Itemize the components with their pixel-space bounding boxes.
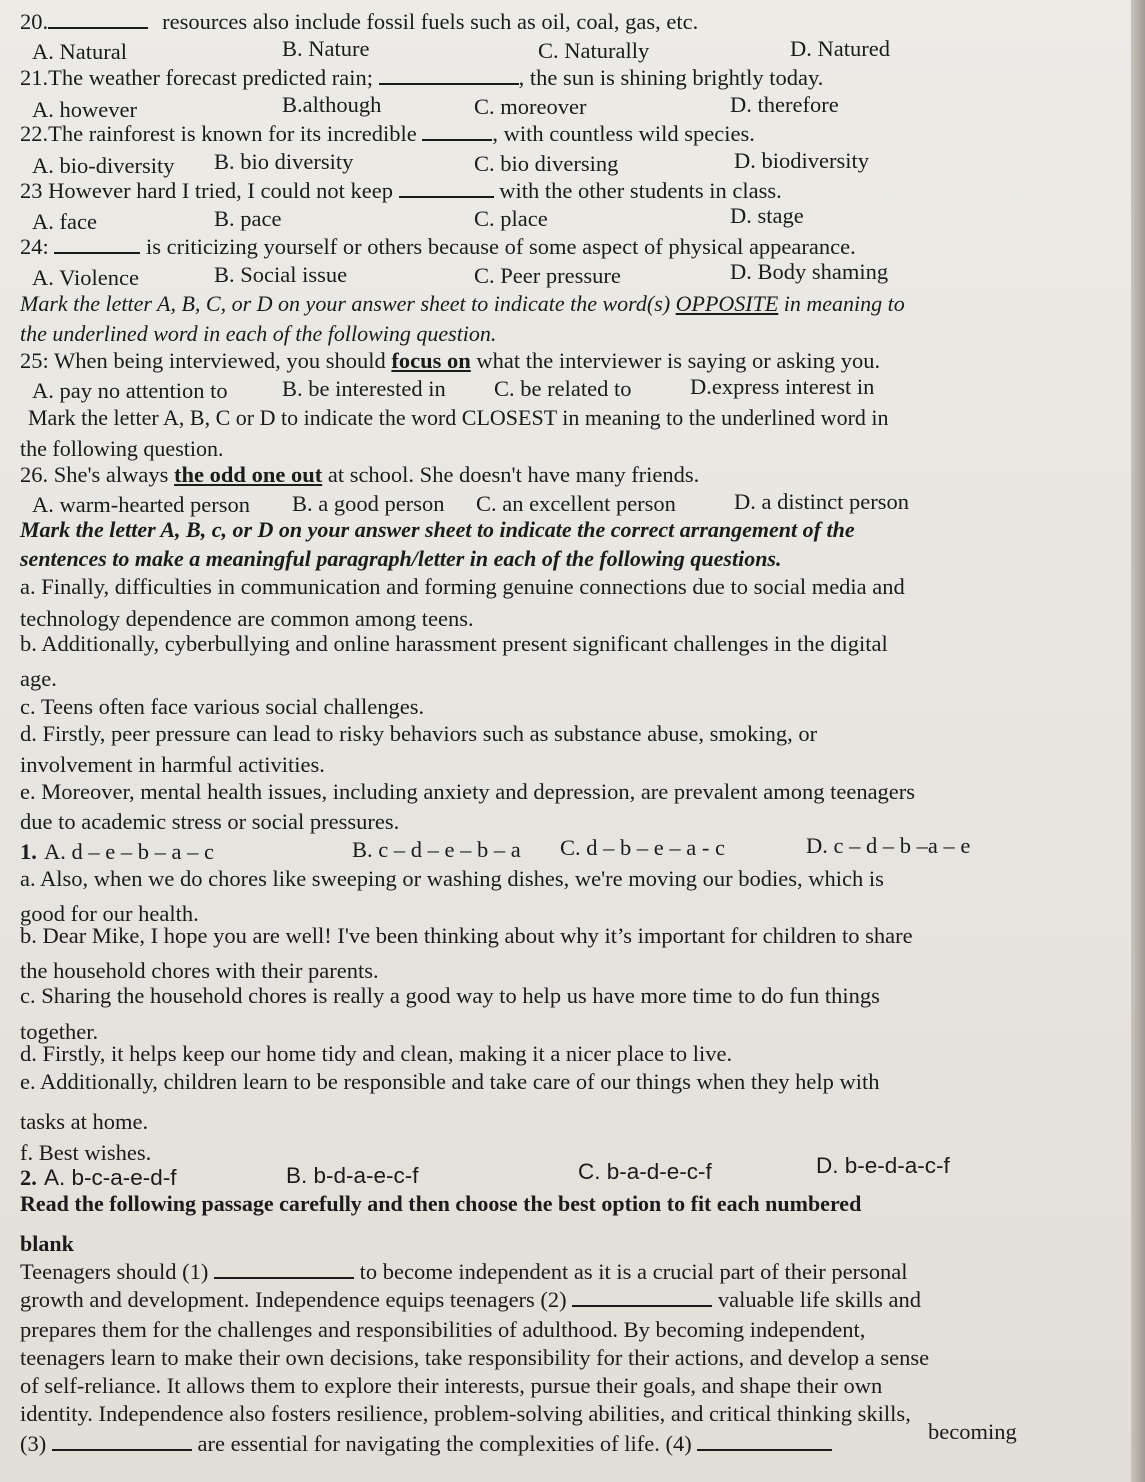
answer-blank[interactable] — [422, 121, 492, 141]
question-text: , with countless wild species. — [492, 121, 755, 146]
passage-text: Teenagers should (1) — [20, 1259, 209, 1284]
question-number: 2. — [20, 1165, 37, 1190]
option-a[interactable]: A. warm-hearted person — [32, 492, 251, 517]
instruction-opposite — [20, 290, 905, 318]
option-c[interactable]: C. be related to — [494, 376, 632, 401]
question-23 — [20, 177, 782, 205]
question-text: 23 However hard I tried, I could not keep — [20, 178, 393, 203]
instruction-keyword: OPPOSITE — [675, 291, 779, 316]
option-c[interactable]: C. Naturally — [538, 38, 650, 63]
passage-text: valuable life skills and — [717, 1287, 921, 1312]
option-c[interactable]: C. Peer pressure — [474, 263, 621, 288]
blank-2[interactable] — [572, 1287, 712, 1307]
question-25 — [20, 347, 880, 375]
arrangement-2-sentence-c-cont: together. — [20, 1019, 99, 1044]
option-a[interactable]: A. face — [32, 209, 97, 234]
arrangement-2-sentence-b-cont: the household chores with their parents. — [20, 958, 379, 983]
underlined-phrase: focus on — [391, 348, 471, 373]
question-text: what the interviewer is saying or asking you. — [470, 348, 881, 373]
instruction-arrangement-line2: sentences to make a meaningful paragraph/letter in each of the following questions. — [20, 546, 782, 571]
instruction-closest-line2: the following question. — [20, 436, 224, 461]
option-a[interactable]: A. b-c-a-e-d-f — [44, 1165, 177, 1190]
arrangement-2-sentence-f: f. Best wishes. — [20, 1140, 152, 1165]
option-c[interactable]: C. moreover — [474, 94, 587, 119]
instruction-arrangement: Mark the letter A, B, c, or D on your answer sheet to indicate the correct arrangement of the — [20, 517, 855, 542]
option-d[interactable]: D.express interest in — [690, 374, 875, 399]
passage-line-4: teenagers learn to make their own decisions, take responsibility for their actions, and develop a sense — [20, 1345, 930, 1370]
instruction-text: Mark the letter A, B, C, or D on your answer sheet to indicate the word(s) — [20, 291, 676, 316]
option-a[interactable]: A. Violence — [32, 265, 139, 290]
arrangement-1-sentence-d-cont: involvement in harmful activities. — [20, 752, 325, 777]
option-c[interactable]: C. b-a-d-e-c-f — [578, 1159, 712, 1184]
passage-text: (3) — [20, 1431, 47, 1456]
question-number: 1. — [20, 839, 37, 864]
arrangement-2-sentence-a-cont: good for our health. — [20, 901, 199, 926]
option-a[interactable]: A. Natural — [32, 39, 127, 64]
question-21 — [20, 64, 823, 92]
blank-4[interactable] — [697, 1431, 832, 1451]
option-b[interactable]: B. be interested in — [282, 376, 446, 401]
option-b[interactable]: B. Nature — [282, 36, 370, 61]
arrangement-2-sentence-c: c. Sharing the household chores is really a good way to help us have more time to do fun things — [20, 983, 880, 1008]
instruction-closest: Mark the letter A, B, C or D to indicate the word CLOSEST in meaning to the underlined word in — [28, 405, 889, 430]
underlined-phrase: the odd one out — [174, 462, 323, 487]
arrangement-1-sentence-e: e. Moreover, mental health issues, including anxiety and depression, are prevalent among teenagers — [20, 779, 916, 804]
blank-3[interactable] — [52, 1431, 192, 1451]
option-d[interactable]: D. biodiversity — [734, 148, 869, 173]
arrangement-1-sentence-c: c. Teens often face various social challenges. — [20, 694, 425, 719]
option-b[interactable]: B. bio diversity — [214, 149, 354, 174]
instruction-text: in meaning to — [778, 291, 905, 316]
question-text: , the sun is shining brightly today. — [518, 65, 824, 90]
question-20 — [20, 8, 698, 36]
option-c[interactable]: C. bio diversing — [474, 151, 619, 176]
arrangement-1-options — [20, 838, 37, 866]
passage-text: are essential for navigating the complexities of life. (4) — [197, 1431, 692, 1456]
arrangement-2-sentence-e: e. Additionally, children learn to be responsible and take care of our things when they help with — [20, 1069, 880, 1094]
page-edge-shadow — [1131, 0, 1145, 1482]
blank-1[interactable] — [214, 1259, 354, 1279]
instruction-passage-line2: blank — [20, 1231, 74, 1256]
question-text: resources also include fossil fuels such as oil, coal, gas, etc. — [162, 9, 699, 34]
question-text: 26. She's always — [20, 462, 175, 487]
passage-line-1 — [20, 1258, 908, 1286]
option-a[interactable]: A. bio-diversity — [32, 153, 175, 178]
question-number: 20. — [20, 9, 49, 34]
option-d[interactable]: D. Natured — [790, 36, 890, 61]
option-b[interactable]: B. pace — [214, 206, 282, 231]
question-text: 21.The weather forecast predicted rain; — [20, 65, 373, 90]
arrangement-2-options — [20, 1164, 37, 1192]
passage-text: to become independent as it is a crucial part of their personal — [359, 1259, 908, 1284]
passage-line-5: of self-reliance. It allows them to explore their interests, pursue their goals, and shape their own — [20, 1373, 883, 1398]
arrangement-1-sentence-b-cont: age. — [20, 666, 57, 691]
arrangement-1-sentence-e-cont: due to academic stress or social pressures. — [20, 809, 400, 834]
option-d[interactable]: D. c – d – b –a – e — [806, 833, 971, 858]
option-b[interactable]: B. a good person — [292, 491, 445, 516]
arrangement-1-sentence-d: d. Firstly, peer pressure can lead to risky behaviors such as substance abuse, smoking, or — [20, 721, 818, 746]
answer-blank[interactable] — [48, 9, 148, 29]
passage-line-7 — [20, 1430, 832, 1458]
option-b[interactable]: B. Social issue — [214, 262, 348, 287]
arrangement-2-sentence-a: a. Also, when we do chores like sweeping or washing dishes, we're moving our bodies, which is — [20, 866, 884, 891]
answer-blank[interactable] — [54, 234, 140, 254]
passage-text-becoming: becoming — [928, 1419, 1017, 1444]
passage-line-3: prepares them for the challenges and responsibilities of adulthood. By becoming independent, — [20, 1317, 866, 1342]
question-text: 22.The rainforest is known for its incredible — [20, 121, 417, 146]
option-c[interactable]: C. place — [474, 206, 548, 231]
question-24 — [20, 233, 856, 261]
question-text: at school. She doesn't have many friends. — [322, 462, 700, 487]
question-number: 24: — [20, 234, 49, 259]
arrangement-1-sentence-b: b. Additionally, cyberbullying and online harassment present significant challenges in the digital — [20, 631, 888, 656]
answer-blank[interactable] — [379, 65, 519, 85]
arrangement-1-sentence-a-cont: technology dependence are common among teens. — [20, 606, 474, 631]
passage-text: growth and development. Independence equips teenagers (2) — [20, 1287, 567, 1312]
option-d[interactable]: D. Body shaming — [730, 259, 889, 284]
option-d[interactable]: D. b-e-d-a-c-f — [816, 1153, 950, 1178]
question-22 — [20, 120, 755, 148]
option-a[interactable]: A. however — [32, 97, 137, 122]
question-26 — [20, 461, 699, 489]
option-a[interactable]: A. d – e – b – a – c — [44, 839, 214, 864]
arrangement-2-sentence-e-cont: tasks at home. — [20, 1109, 149, 1134]
option-c[interactable]: C. d – b – e – a - c — [560, 835, 725, 860]
option-b[interactable]: B. c – d – e – b – a — [352, 837, 521, 862]
option-c[interactable]: C. an excellent person — [476, 491, 676, 516]
passage-line-2 — [20, 1286, 921, 1314]
arrangement-1-sentence-a: a. Finally, difficulties in communication and forming genuine connections due to social media and — [20, 574, 905, 599]
option-d[interactable]: D. therefore — [730, 92, 839, 117]
instruction-opposite-line2: the underlined word in each of the following question. — [20, 321, 497, 346]
option-b[interactable]: B. b-d-a-e-c-f — [286, 1163, 419, 1188]
question-text: is criticizing yourself or others because of some aspect of physical appearance. — [146, 234, 856, 259]
question-text: 25: When being interviewed, you should — [20, 348, 392, 373]
arrangement-2-sentence-b: b. Dear Mike, I hope you are well! I've been thinking about why it’s important for children to share — [20, 923, 913, 948]
passage-line-6: identity. Independence also fosters resilience, problem-solving abilities, and critical thinking skills, — [20, 1401, 911, 1426]
arrangement-2-sentence-d: d. Firstly, it helps keep our home tidy and clean, making it a nicer place to live. — [20, 1041, 733, 1066]
option-d[interactable]: D. a distinct person — [734, 489, 909, 514]
option-b[interactable]: B.although — [282, 92, 382, 117]
question-text: with the other students in class. — [499, 178, 782, 203]
answer-blank[interactable] — [399, 178, 494, 198]
instruction-passage: Read the following passage carefully and then choose the best option to fit each numbered — [20, 1191, 862, 1216]
option-d[interactable]: D. stage — [730, 203, 804, 228]
option-a[interactable]: A. pay no attention to — [32, 378, 228, 403]
